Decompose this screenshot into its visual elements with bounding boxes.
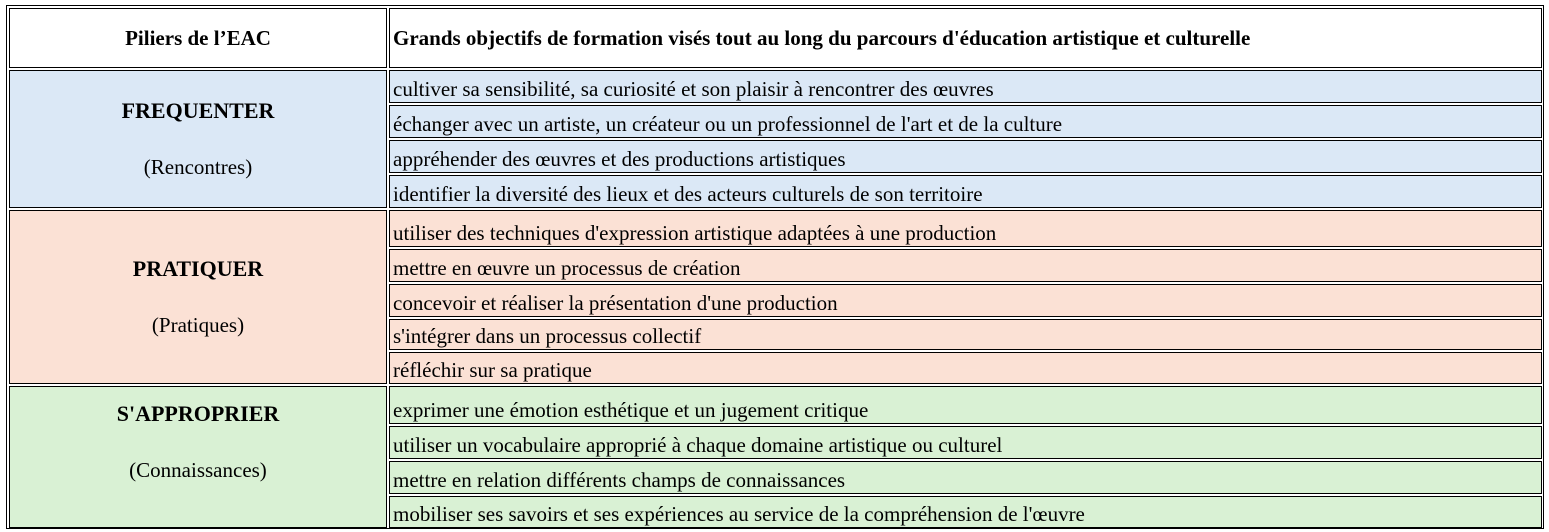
header-pillars: Piliers de l’EAC [9,8,387,68]
objective-row: échanger avec un artiste, un créateur ou un professionnel de l'art et de la culture [389,105,1542,138]
pillar-pratiquer [9,210,387,384]
objective-row: concevoir et réaliser la présentation d'une production [389,284,1542,317]
pillar-name: S'APPROPRIER [116,401,280,426]
header-objectives: Grands objectifs de formation visés tout au long du parcours d'éducation artistique et culturelle [389,8,1542,68]
objective-row: réfléchir sur sa pratique [389,352,1542,384]
objective-row: cultiver sa sensibilité, sa curiosité et son plaisir à rencontrer des œuvres [389,70,1542,103]
objective-row: utiliser un vocabulaire approprié à chaque domaine artistique ou culturel [389,426,1542,459]
pillar-name: FREQUENTER [121,98,275,123]
objective-row: utiliser des techniques d'expression artistique adaptées à une production [389,210,1542,247]
pillar-subtitle: (Connaissances) [129,458,267,482]
pillar-name: PRATIQUER [132,256,264,281]
eac-table [6,5,1544,529]
objective-row: mettre en œuvre un processus de création [389,249,1542,282]
pillar-sapproprier [9,386,387,528]
objective-row: mobiliser ses savoirs et ses expériences au service de la compréhension de l'œuvre [389,496,1542,528]
pillar-frequenter [9,70,387,208]
objective-row: identifier la diversité des lieux et des acteurs culturels de son territoire [389,175,1542,208]
objective-row: mettre en relation différents champs de connaissances [389,461,1542,494]
objective-row: s'intégrer dans un processus collectif [389,319,1542,350]
objective-row: appréhender des œuvres et des productions artistiques [389,140,1542,173]
pillar-subtitle: (Pratiques) [151,313,245,337]
pillar-subtitle: (Rencontres) [143,155,253,179]
objective-row: exprimer une émotion esthétique et un jugement critique [389,386,1542,424]
